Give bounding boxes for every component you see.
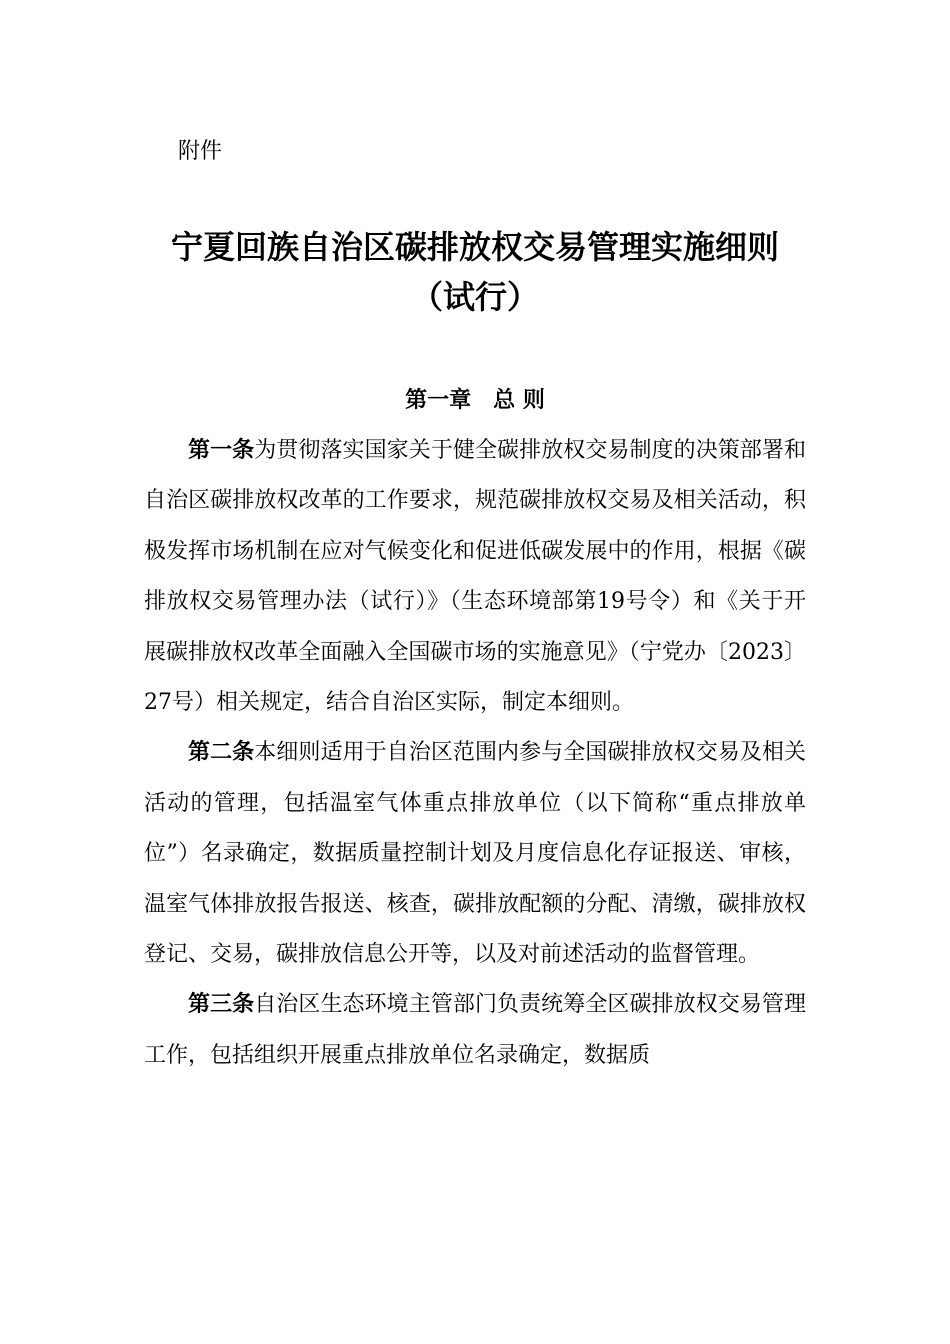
- article-1-text: 为贯彻落实国家关于健全碳排放权交易制度的决策部署和自治区碳排放权改革的工作要求，规范碳排放权交易及相关活动，积极发挥市场机制在应对气候变化和促进低碳发展中的作用，根据《碳排放权交易管理办法（试行）》（生态环境部第19号令）和《关于开展碳排放权改革全面融入全国碳市场的实施意见》（宁党办〔2023〕27号）相关规定，结合自治区实际，制定本细则。: [144, 438, 806, 716]
- document-body: [144, 426, 806, 1081]
- document-title: [120, 222, 830, 322]
- article-2-text: 本细则适用于自治区范围内参与全国碳排放权交易及相关活动的管理，包括温室气体重点排放单位（以下简称“重点排放单位”）名录确定，数据质量控制计划及月度信息化存证报送、审核，温室气体排放报告报送、核查，碳排放配额的分配、清缴，碳排放权登记、交易，碳排放信息公开等，以及对前述活动的监督管理。: [144, 740, 806, 968]
- article-2: [144, 728, 806, 980]
- article-3-label: 第三条: [188, 992, 255, 1018]
- article-1-label: 第一条: [188, 438, 255, 463]
- title-line-1: 宁夏回族自治区碳排放权交易管理实施细则: [170, 228, 779, 266]
- article-3-text: 自治区生态环境主管部门负责统筹全区碳排放权交易管理工作，包括组织开展重点排放单位名录确定，数据质: [144, 992, 806, 1068]
- article-3: [144, 980, 806, 1081]
- article-2-label: 第二条: [188, 740, 255, 766]
- chapter-heading: 第一章 总 则: [405, 388, 545, 413]
- title-line-2: （试行）: [410, 278, 539, 316]
- article-1: [144, 426, 806, 728]
- attachment-label: 附件: [178, 139, 223, 164]
